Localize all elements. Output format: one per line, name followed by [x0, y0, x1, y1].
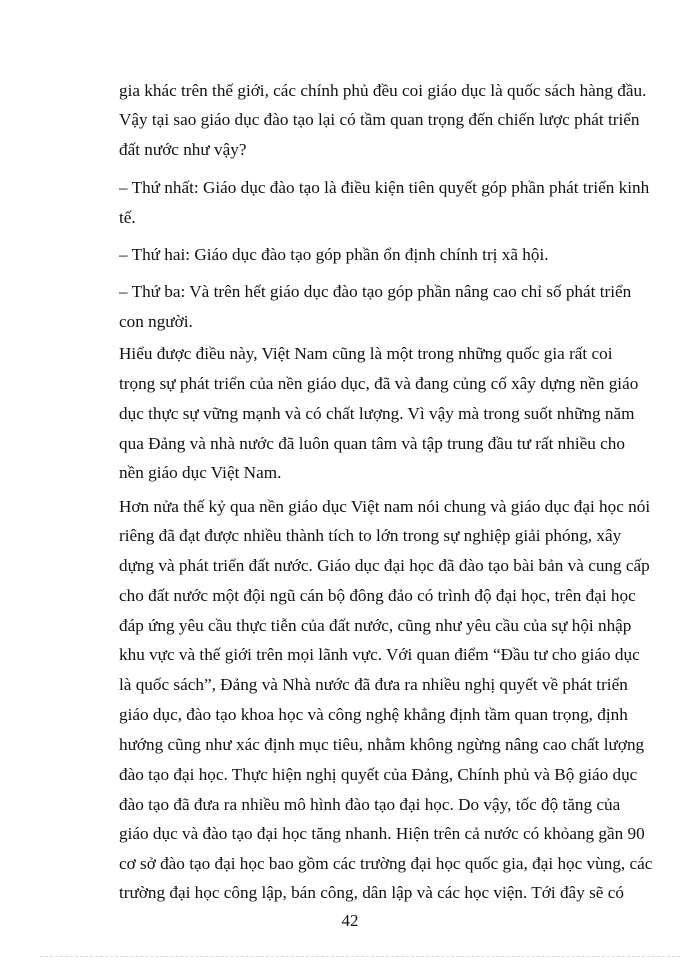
- text-line: Vậy tại sao giáo dục đào tạo lại có tầm quan trọng đến chiến lược phát triển: [119, 110, 640, 129]
- text-line: – Thứ hai: Giáo dục đào tạo góp phần ổn định chính trị xã hội.: [119, 245, 549, 264]
- text-line: nền giáo dục Việt Nam.: [119, 463, 282, 482]
- text-line: – Thứ nhất: Giáo dục đào tạo là điều kiện tiên quyết góp phần phát triển kinh: [119, 178, 650, 197]
- text-line: qua Đảng và nhà nước đã luôn quan tâm và tập trung đầu tư rất nhiều cho: [119, 434, 625, 453]
- text-line: khu vực và thế giới trên mọi lãnh vực. Với quan điểm “Đầu tư cho giáo dục: [119, 645, 640, 664]
- text-line: là quốc sách”, Đảng và Nhà nước đã đưa ra nhiều nghị quyết về phát triển: [119, 675, 628, 694]
- text-line: đáp ứng yêu cầu thực tiễn của đất nước, cũng như yêu cầu của sự hội nhập: [119, 616, 632, 635]
- text-line: dựng và phát triển đất nước. Giáo dục đại học đã đào tạo bài bản và cung cấp: [119, 556, 650, 575]
- text-line: Hơn nửa thế kỷ qua nền giáo dục Việt nam nói chung và giáo dục đại học nói: [119, 497, 651, 516]
- text-line: đào tạo đại học. Thực hiện nghị quyết của Đảng, Chính phủ và Bộ giáo dục: [119, 765, 638, 784]
- text-line: cơ sở đào tạo đại học bao gồm các trường đại học quốc gia, đại học vùng, các: [119, 854, 653, 873]
- text-line: tế.: [119, 208, 136, 227]
- text-line: đào tạo đã đưa ra nhiều mô hình đào tạo đại học. Do vậy, tốc độ tăng của: [119, 795, 621, 814]
- text-line: cho đất nước một đội ngũ cán bộ đông đảo có trình độ đại học, trên đại học: [119, 586, 636, 605]
- text-line: – Thứ ba: Và trên hết giáo dục đào tạo góp phần nâng cao chỉ số phát triển: [119, 282, 632, 301]
- text-line: riêng đã đạt được nhiều thành tích to lớn trong sự nghiệp giải phóng, xây: [119, 526, 622, 545]
- text-line: Hiểu được điều này, Việt Nam cũng là một trong những quốc gia rất coi: [119, 344, 613, 363]
- text-line: trường đại học công lập, bán công, dân lập và các học viện. Tới đây sẽ có: [119, 883, 624, 902]
- text-line: dục thực sự vững mạnh và có chất lượng. Vì vậy mà trong suốt những năm: [119, 404, 635, 423]
- text-line: con người.: [119, 312, 193, 331]
- page-edge-divider: [40, 956, 680, 957]
- page-number: 42: [341, 911, 359, 930]
- text-line: đất nước như vậy?: [119, 140, 247, 159]
- text-line: trọng sự phát triển của nền giáo dục, đã và đang củng cố xây dựng nền giáo: [119, 374, 639, 393]
- text-line: giáo dục và đào tạo đại học tăng nhanh. Hiện trên cả nước có khỏang gần 90: [119, 824, 645, 843]
- text-line: giáo dục, đào tạo khoa học và công nghệ khẳng định tầm quan trọng, định: [119, 705, 628, 724]
- text-line: hướng cũng như xác định mục tiêu, nhằm không ngừng nâng cao chất lượng: [119, 735, 645, 754]
- text-line: gia khác trên thế giới, các chính phủ đều coi giáo dục là quốc sách hàng đầu.: [119, 81, 647, 100]
